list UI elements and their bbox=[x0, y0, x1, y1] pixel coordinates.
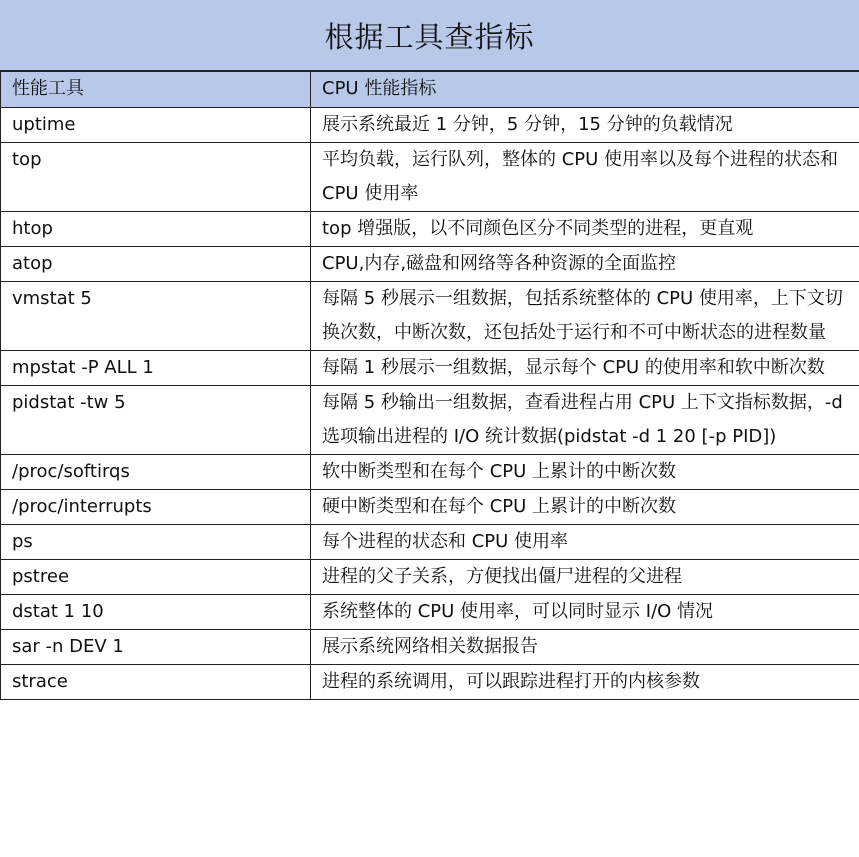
metric-cell: CPU,内存,磁盘和网络等各种资源的全面监控 bbox=[311, 247, 859, 282]
tool-cell: htop bbox=[1, 212, 311, 247]
metric-cell: top 增强版，以不同颜色区分不同类型的进程，更直观 bbox=[311, 212, 859, 247]
tool-cell: sar -n DEV 1 bbox=[1, 630, 311, 665]
table-row bbox=[1, 560, 859, 595]
table-row bbox=[1, 351, 859, 386]
metric-cell: 展示系统最近 1 分钟，5 分钟，15 分钟的负载情况 bbox=[311, 108, 859, 143]
metrics-table bbox=[0, 71, 859, 700]
metric-cell: 展示系统网络相关数据报告 bbox=[311, 630, 859, 665]
table-row bbox=[1, 455, 859, 490]
metric-cell: 进程的父子关系，方便找出僵尸进程的父进程 bbox=[311, 560, 859, 595]
tool-cell: ps bbox=[1, 525, 311, 560]
tool-cell: strace bbox=[1, 665, 311, 700]
metric-cell: 每隔 5 秒展示一组数据，包括系统整体的 CPU 使用率，上下文切换次数，中断次数，还包括处于运行和不可中断状态的进程数量 bbox=[311, 282, 859, 351]
tool-cell: top bbox=[1, 143, 311, 212]
tool-cell: uptime bbox=[1, 108, 311, 143]
table-row bbox=[1, 212, 859, 247]
metric-cell: 每隔 1 秒展示一组数据，显示每个 CPU 的使用率和软中断次数 bbox=[311, 351, 859, 386]
tool-cell: pstree bbox=[1, 560, 311, 595]
table-row bbox=[1, 490, 859, 525]
tool-cell: dstat 1 10 bbox=[1, 595, 311, 630]
metric-cell: 硬中断类型和在每个 CPU 上累计的中断次数 bbox=[311, 490, 859, 525]
metric-cell: 每隔 5 秒输出一组数据，查看进程占用 CPU 上下文指标数据，-d 选项输出进程的 I/O 统计数据(pidstat -d 1 20 [-p PID]) bbox=[311, 386, 859, 455]
table-row bbox=[1, 108, 859, 143]
header-metric: CPU 性能指标 bbox=[311, 72, 859, 108]
tool-cell: /proc/softirqs bbox=[1, 455, 311, 490]
header-tool: 性能工具 bbox=[1, 72, 311, 108]
table-row bbox=[1, 595, 859, 630]
table-row bbox=[1, 143, 859, 212]
tool-cell: pidstat -tw 5 bbox=[1, 386, 311, 455]
metric-cell: 系统整体的 CPU 使用率，可以同时显示 I/O 情况 bbox=[311, 595, 859, 630]
table-row bbox=[1, 665, 859, 700]
metric-cell: 进程的系统调用，可以跟踪进程打开的内核参数 bbox=[311, 665, 859, 700]
header-row bbox=[1, 72, 859, 108]
metric-cell: 平均负载，运行队列，整体的 CPU 使用率以及每个进程的状态和 CPU 使用率 bbox=[311, 143, 859, 212]
table-title: 根据工具查指标 bbox=[0, 0, 859, 71]
table-row bbox=[1, 386, 859, 455]
metric-cell: 软中断类型和在每个 CPU 上累计的中断次数 bbox=[311, 455, 859, 490]
metric-cell: 每个进程的状态和 CPU 使用率 bbox=[311, 525, 859, 560]
tool-cell: mpstat -P ALL 1 bbox=[1, 351, 311, 386]
table-row bbox=[1, 247, 859, 282]
table-row bbox=[1, 282, 859, 351]
tool-cell: atop bbox=[1, 247, 311, 282]
tool-cell: /proc/interrupts bbox=[1, 490, 311, 525]
table-row bbox=[1, 630, 859, 665]
tool-cell: vmstat 5 bbox=[1, 282, 311, 351]
table-row bbox=[1, 525, 859, 560]
